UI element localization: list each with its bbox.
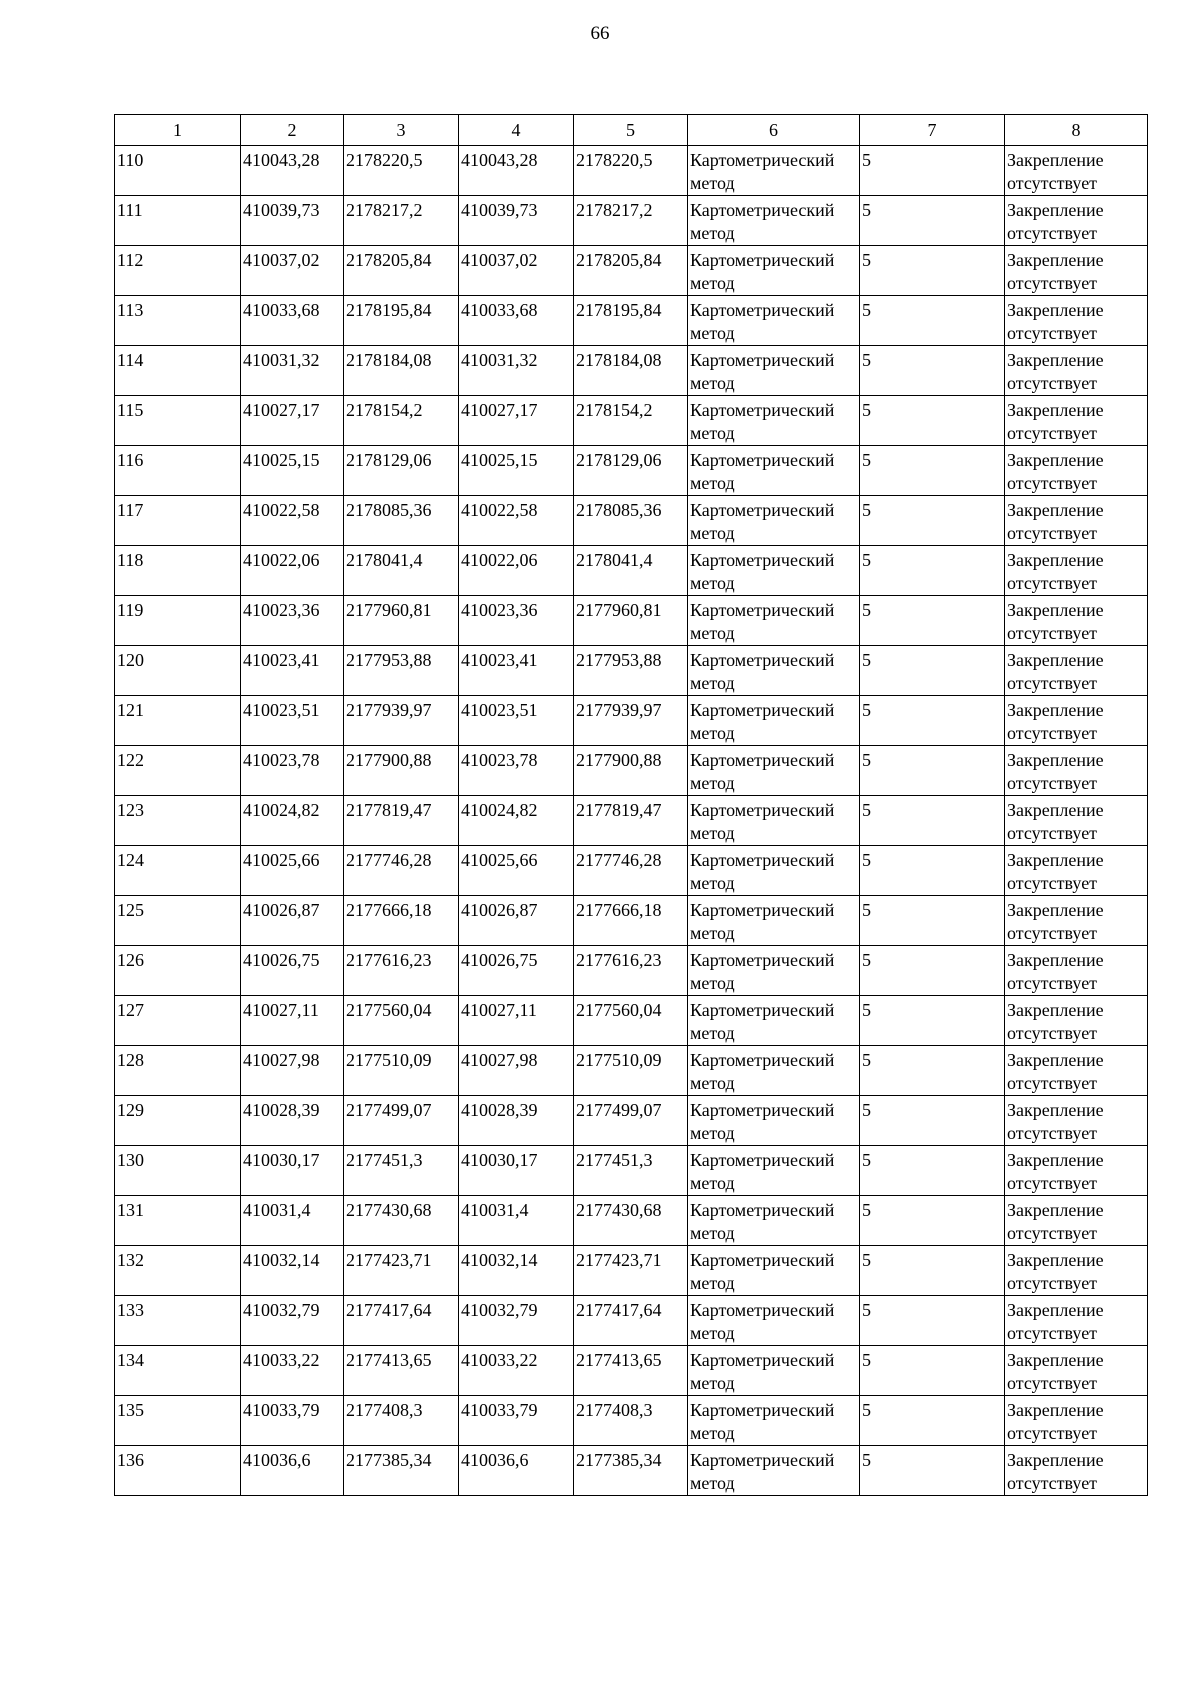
table-row bbox=[115, 946, 1148, 996]
table-cell: Картометрический метод bbox=[688, 1046, 860, 1096]
table-cell: 410022,06 bbox=[241, 546, 344, 596]
table-cell: 2178041,4 bbox=[344, 546, 459, 596]
table-cell: 5 bbox=[860, 796, 1005, 846]
table-row bbox=[115, 1146, 1148, 1196]
table-cell: 410026,75 bbox=[241, 946, 344, 996]
table-cell: 2177510,09 bbox=[574, 1046, 688, 1096]
table-cell: 134 bbox=[115, 1346, 241, 1396]
table-cell: 2178154,2 bbox=[344, 396, 459, 446]
table-cell: 2178195,84 bbox=[344, 296, 459, 346]
table-cell: Картометрический метод bbox=[688, 546, 860, 596]
table-cell: 2177413,65 bbox=[574, 1346, 688, 1396]
table-cell: 5 bbox=[860, 1346, 1005, 1396]
table-cell: 5 bbox=[860, 846, 1005, 896]
table-row bbox=[115, 346, 1148, 396]
table-cell: Закрепление отсутствует bbox=[1005, 996, 1148, 1046]
table-cell: 131 bbox=[115, 1196, 241, 1246]
table-cell: 5 bbox=[860, 346, 1005, 396]
table-cell: 2178041,4 bbox=[574, 546, 688, 596]
table-cell: 410039,73 bbox=[241, 196, 344, 246]
table-cell: 2177616,23 bbox=[344, 946, 459, 996]
column-header: 7 bbox=[860, 115, 1005, 146]
table-row bbox=[115, 296, 1148, 346]
table-cell: 2177423,71 bbox=[344, 1246, 459, 1296]
table-cell: 410023,36 bbox=[241, 596, 344, 646]
table-cell: 5 bbox=[860, 1246, 1005, 1296]
table-cell: 410033,79 bbox=[459, 1396, 574, 1446]
table-cell: Картометрический метод bbox=[688, 946, 860, 996]
table-cell: Закрепление отсутствует bbox=[1005, 946, 1148, 996]
table-cell: Закрепление отсутствует bbox=[1005, 1046, 1148, 1096]
table-cell: Закрепление отсутствует bbox=[1005, 246, 1148, 296]
table-cell: 115 bbox=[115, 396, 241, 446]
column-header: 3 bbox=[344, 115, 459, 146]
table-cell: 410037,02 bbox=[459, 246, 574, 296]
table-cell: 5 bbox=[860, 196, 1005, 246]
table-cell: 2177666,18 bbox=[574, 896, 688, 946]
table-row bbox=[115, 1346, 1148, 1396]
table-cell: Картометрический метод bbox=[688, 1246, 860, 1296]
table-cell: 121 bbox=[115, 696, 241, 746]
table-cell: 126 bbox=[115, 946, 241, 996]
table-cell: Закрепление отсутствует bbox=[1005, 1446, 1148, 1496]
table-cell: 2177413,65 bbox=[344, 1346, 459, 1396]
table-cell: 5 bbox=[860, 946, 1005, 996]
table-cell: 132 bbox=[115, 1246, 241, 1296]
table-cell: 2178085,36 bbox=[574, 496, 688, 546]
table-row bbox=[115, 1096, 1148, 1146]
table-cell: 410024,82 bbox=[241, 796, 344, 846]
table-cell: 2178085,36 bbox=[344, 496, 459, 546]
table-cell: 2177900,88 bbox=[344, 746, 459, 796]
table-cell: 410025,15 bbox=[459, 446, 574, 496]
table-row bbox=[115, 546, 1148, 596]
table-cell: 410032,14 bbox=[459, 1246, 574, 1296]
table-cell: 5 bbox=[860, 146, 1005, 196]
table-cell: 5 bbox=[860, 396, 1005, 446]
table-cell: 410028,39 bbox=[459, 1096, 574, 1146]
table-cell: 410032,79 bbox=[241, 1296, 344, 1346]
table-cell: Картометрический метод bbox=[688, 396, 860, 446]
table-cell: 2178217,2 bbox=[574, 196, 688, 246]
table-cell: Закрепление отсутствует bbox=[1005, 846, 1148, 896]
table-cell: 2178217,2 bbox=[344, 196, 459, 246]
table-row bbox=[115, 446, 1148, 496]
table-cell: 5 bbox=[860, 446, 1005, 496]
table-cell: 2178205,84 bbox=[344, 246, 459, 296]
table-cell: 410026,75 bbox=[459, 946, 574, 996]
table-row bbox=[115, 1446, 1148, 1496]
table-cell: Закрепление отсутствует bbox=[1005, 646, 1148, 696]
table-cell: 410026,87 bbox=[241, 896, 344, 946]
table-cell: 2177746,28 bbox=[574, 846, 688, 896]
table-cell: 410032,79 bbox=[459, 1296, 574, 1346]
table-cell: 5 bbox=[860, 596, 1005, 646]
table-cell: 410024,82 bbox=[459, 796, 574, 846]
table-cell: Картометрический метод bbox=[688, 1446, 860, 1496]
coordinates-table bbox=[114, 114, 1148, 1496]
table-row bbox=[115, 496, 1148, 546]
table-cell: Закрепление отсутствует bbox=[1005, 596, 1148, 646]
table-cell: Картометрический метод bbox=[688, 896, 860, 946]
table-cell: 2178184,08 bbox=[344, 346, 459, 396]
table-row bbox=[115, 696, 1148, 746]
table-cell: 2177510,09 bbox=[344, 1046, 459, 1096]
table-cell: Картометрический метод bbox=[688, 996, 860, 1046]
table-body bbox=[115, 146, 1148, 1496]
table-cell: Закрепление отсутствует bbox=[1005, 496, 1148, 546]
table-cell: 410033,22 bbox=[241, 1346, 344, 1396]
table-cell: Картометрический метод bbox=[688, 646, 860, 696]
table-cell: 2178220,5 bbox=[574, 146, 688, 196]
table-row bbox=[115, 1196, 1148, 1246]
table-cell: Картометрический метод bbox=[688, 1396, 860, 1446]
page-number: 66 bbox=[590, 23, 610, 44]
table-cell: 2177616,23 bbox=[574, 946, 688, 996]
table-cell: 125 bbox=[115, 896, 241, 946]
table-cell: 2177423,71 bbox=[574, 1246, 688, 1296]
table-cell: 5 bbox=[860, 646, 1005, 696]
table-cell: 410026,87 bbox=[459, 896, 574, 946]
table-cell: 2178129,06 bbox=[574, 446, 688, 496]
table-cell: 5 bbox=[860, 896, 1005, 946]
table-cell: 122 bbox=[115, 746, 241, 796]
table-cell: 410031,32 bbox=[459, 346, 574, 396]
column-header: 1 bbox=[115, 115, 241, 146]
table-cell: 410023,78 bbox=[459, 746, 574, 796]
table-cell: Закрепление отсутствует bbox=[1005, 1246, 1148, 1296]
table-row bbox=[115, 996, 1148, 1046]
table-cell: 123 bbox=[115, 796, 241, 846]
table-cell: 120 bbox=[115, 646, 241, 696]
table-cell: 2177900,88 bbox=[574, 746, 688, 796]
table-cell: 410023,41 bbox=[241, 646, 344, 696]
table-cell: 117 bbox=[115, 496, 241, 546]
table-cell: 2177430,68 bbox=[344, 1196, 459, 1246]
table-cell: 5 bbox=[860, 1046, 1005, 1096]
table-cell: Картометрический метод bbox=[688, 1296, 860, 1346]
table-cell: 2177430,68 bbox=[574, 1196, 688, 1246]
table-cell: 2177417,64 bbox=[574, 1296, 688, 1346]
table-cell: 2177819,47 bbox=[574, 796, 688, 846]
table-row bbox=[115, 146, 1148, 196]
table-cell: 410031,32 bbox=[241, 346, 344, 396]
table-cell: 410031,4 bbox=[241, 1196, 344, 1246]
table-cell: Закрепление отсутствует bbox=[1005, 896, 1148, 946]
table-cell: 135 bbox=[115, 1396, 241, 1446]
table-cell: 2177417,64 bbox=[344, 1296, 459, 1346]
table-cell: 410023,36 bbox=[459, 596, 574, 646]
table-cell: 410033,22 bbox=[459, 1346, 574, 1396]
table-row bbox=[115, 846, 1148, 896]
table-cell: 410033,68 bbox=[459, 296, 574, 346]
table-cell: Закрепление отсутствует bbox=[1005, 546, 1148, 596]
table-row bbox=[115, 596, 1148, 646]
table-cell: 5 bbox=[860, 1396, 1005, 1446]
table-cell: 410030,17 bbox=[459, 1146, 574, 1196]
table-cell: 2178184,08 bbox=[574, 346, 688, 396]
table-cell: 128 bbox=[115, 1046, 241, 1096]
table-cell: Закрепление отсутствует bbox=[1005, 446, 1148, 496]
table-cell: 2177408,3 bbox=[344, 1396, 459, 1446]
table-cell: 5 bbox=[860, 746, 1005, 796]
table-cell: 5 bbox=[860, 1296, 1005, 1346]
table-cell: 2177960,81 bbox=[344, 596, 459, 646]
table-cell: 410027,98 bbox=[241, 1046, 344, 1096]
table-cell: 119 bbox=[115, 596, 241, 646]
table-cell: Картометрический метод bbox=[688, 1196, 860, 1246]
table-cell: 2177953,88 bbox=[574, 646, 688, 696]
table-cell: Картометрический метод bbox=[688, 496, 860, 546]
table-cell: 2177953,88 bbox=[344, 646, 459, 696]
table-cell: 410031,4 bbox=[459, 1196, 574, 1246]
table-row bbox=[115, 796, 1148, 846]
table-row bbox=[115, 746, 1148, 796]
table-cell: 410022,06 bbox=[459, 546, 574, 596]
table-cell: Закрепление отсутствует bbox=[1005, 1196, 1148, 1246]
table-cell: 133 bbox=[115, 1296, 241, 1346]
table-cell: Картометрический метод bbox=[688, 196, 860, 246]
table-cell: Картометрический метод bbox=[688, 296, 860, 346]
table-cell: Картометрический метод bbox=[688, 596, 860, 646]
table-cell: Картометрический метод bbox=[688, 746, 860, 796]
table-cell: Картометрический метод bbox=[688, 1146, 860, 1196]
table-cell: 2178205,84 bbox=[574, 246, 688, 296]
table-cell: 410027,17 bbox=[241, 396, 344, 446]
table-cell: 410036,6 bbox=[459, 1446, 574, 1496]
table-cell: 136 bbox=[115, 1446, 241, 1496]
table-row bbox=[115, 396, 1148, 446]
table-cell: 410033,79 bbox=[241, 1396, 344, 1446]
table-header bbox=[115, 115, 1148, 146]
table-row bbox=[115, 1296, 1148, 1346]
table-cell: Картометрический метод bbox=[688, 146, 860, 196]
table-cell: 410023,51 bbox=[459, 696, 574, 746]
column-header: 2 bbox=[241, 115, 344, 146]
table-cell: 410036,6 bbox=[241, 1446, 344, 1496]
table-cell: 124 bbox=[115, 846, 241, 896]
table-cell: Картометрический метод bbox=[688, 696, 860, 746]
table-cell: 2177666,18 bbox=[344, 896, 459, 946]
table-cell: 127 bbox=[115, 996, 241, 1046]
table-cell: 5 bbox=[860, 1446, 1005, 1496]
table-cell: Закрепление отсутствует bbox=[1005, 296, 1148, 346]
table-cell: Закрепление отсутствует bbox=[1005, 1096, 1148, 1146]
table-cell: 2177960,81 bbox=[574, 596, 688, 646]
table-cell: 410025,15 bbox=[241, 446, 344, 496]
table-cell: 410022,58 bbox=[459, 496, 574, 546]
table-cell: 2177746,28 bbox=[344, 846, 459, 896]
table-cell: 5 bbox=[860, 996, 1005, 1046]
table-cell: 410025,66 bbox=[241, 846, 344, 896]
table-cell: 410043,28 bbox=[459, 146, 574, 196]
table-cell: 410033,68 bbox=[241, 296, 344, 346]
table-cell: Картометрический метод bbox=[688, 796, 860, 846]
table-cell: 2177385,34 bbox=[344, 1446, 459, 1496]
table-cell: 110 bbox=[115, 146, 241, 196]
table-cell: Закрепление отсутствует bbox=[1005, 696, 1148, 746]
table-cell: Закрепление отсутствует bbox=[1005, 796, 1148, 846]
table-cell: Картометрический метод bbox=[688, 346, 860, 396]
table-cell: 5 bbox=[860, 1096, 1005, 1146]
table-cell: 410027,17 bbox=[459, 396, 574, 446]
table-cell: 410039,73 bbox=[459, 196, 574, 246]
table-cell: 410027,11 bbox=[241, 996, 344, 1046]
table-cell: Картометрический метод bbox=[688, 1096, 860, 1146]
table-cell: Закрепление отсутствует bbox=[1005, 346, 1148, 396]
table-cell: 410022,58 bbox=[241, 496, 344, 546]
table-cell: 410025,66 bbox=[459, 846, 574, 896]
table-cell: Закрепление отсутствует bbox=[1005, 196, 1148, 246]
table-cell: Закрепление отсутствует bbox=[1005, 1146, 1148, 1196]
table-cell: 410023,78 bbox=[241, 746, 344, 796]
table-cell: Закрепление отсутствует bbox=[1005, 1396, 1148, 1446]
table-cell: 2177819,47 bbox=[344, 796, 459, 846]
table-cell: 410027,11 bbox=[459, 996, 574, 1046]
table-cell: 2177408,3 bbox=[574, 1396, 688, 1446]
table-cell: 116 bbox=[115, 446, 241, 496]
table-cell: Картометрический метод bbox=[688, 1346, 860, 1396]
column-header: 8 bbox=[1005, 115, 1148, 146]
column-header: 6 bbox=[688, 115, 860, 146]
table-cell: 2177451,3 bbox=[344, 1146, 459, 1196]
table-cell: 5 bbox=[860, 496, 1005, 546]
table-cell: 2177560,04 bbox=[344, 996, 459, 1046]
table-cell: 410023,51 bbox=[241, 696, 344, 746]
table-cell: 2177499,07 bbox=[574, 1096, 688, 1146]
table-cell: 2177385,34 bbox=[574, 1446, 688, 1496]
table-cell: 410023,41 bbox=[459, 646, 574, 696]
table-row bbox=[115, 896, 1148, 946]
table-cell: 410032,14 bbox=[241, 1246, 344, 1296]
table-cell: 112 bbox=[115, 246, 241, 296]
table-cell: 111 bbox=[115, 196, 241, 246]
table-cell: 2177939,97 bbox=[574, 696, 688, 746]
table-cell: Закрепление отсутствует bbox=[1005, 1296, 1148, 1346]
table-cell: Закрепление отсутствует bbox=[1005, 746, 1148, 796]
table-cell: 114 bbox=[115, 346, 241, 396]
table-row bbox=[115, 246, 1148, 296]
table-row bbox=[115, 196, 1148, 246]
table-cell: 5 bbox=[860, 1196, 1005, 1246]
table-cell: 130 bbox=[115, 1146, 241, 1196]
table-cell: 2177939,97 bbox=[344, 696, 459, 746]
table-cell: Закрепление отсутствует bbox=[1005, 396, 1148, 446]
table-cell: 410030,17 bbox=[241, 1146, 344, 1196]
table-cell: 129 bbox=[115, 1096, 241, 1146]
table-cell: 2178220,5 bbox=[344, 146, 459, 196]
table-cell: Картометрический метод bbox=[688, 246, 860, 296]
table-cell: 2178154,2 bbox=[574, 396, 688, 446]
column-header: 5 bbox=[574, 115, 688, 146]
table-cell: 113 bbox=[115, 296, 241, 346]
table-cell: 5 bbox=[860, 246, 1005, 296]
table-cell: Закрепление отсутствует bbox=[1005, 146, 1148, 196]
column-header: 4 bbox=[459, 115, 574, 146]
table-row bbox=[115, 646, 1148, 696]
table-cell: 2178195,84 bbox=[574, 296, 688, 346]
table-row bbox=[115, 1246, 1148, 1296]
table-cell: 118 bbox=[115, 546, 241, 596]
table-cell: Картометрический метод bbox=[688, 846, 860, 896]
table-cell: 2178129,06 bbox=[344, 446, 459, 496]
table-cell: 2177499,07 bbox=[344, 1096, 459, 1146]
table-cell: 2177560,04 bbox=[574, 996, 688, 1046]
table-cell: 5 bbox=[860, 1146, 1005, 1196]
table-cell: 410027,98 bbox=[459, 1046, 574, 1096]
table-cell: 5 bbox=[860, 696, 1005, 746]
table-row bbox=[115, 1396, 1148, 1446]
table-cell: 5 bbox=[860, 296, 1005, 346]
table-cell: 410043,28 bbox=[241, 146, 344, 196]
table-cell: 2177451,3 bbox=[574, 1146, 688, 1196]
table-row bbox=[115, 1046, 1148, 1096]
table-cell: Картометрический метод bbox=[688, 446, 860, 496]
table-cell: 410028,39 bbox=[241, 1096, 344, 1146]
table-cell: 410037,02 bbox=[241, 246, 344, 296]
header-row bbox=[115, 115, 1148, 146]
table-cell: Закрепление отсутствует bbox=[1005, 1346, 1148, 1396]
table-cell: 5 bbox=[860, 546, 1005, 596]
